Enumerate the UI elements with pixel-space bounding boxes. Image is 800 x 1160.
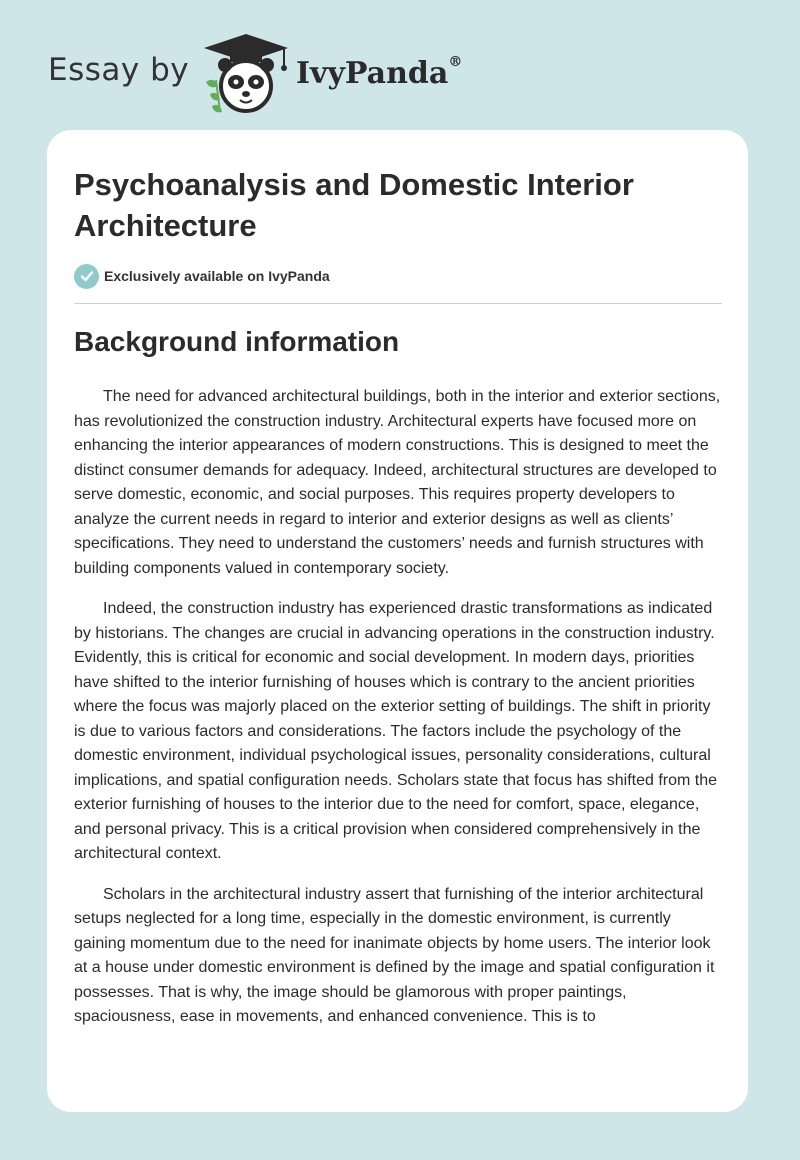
paragraph: Indeed, the construction industry has experienced drastic transformations as indicated by historians. The changes are crucial in advancing operations in the construction industry. Evidently, this is critical for economic and social development. In modern days, priorities have shifted to the interior furnishing of houses which is contrary to the ancient priorities where the focus was majorly placed on the exterior setting of buildings. The shift in priority is due to various factors and considerations. The factors include the psychology of the domestic environment, individual psychological issues, personality considerations, cultural implications, and spatial configuration needs. Scholars state that focus has shifted from the exterior furnishing of houses to the interior due to the need for comfort, space, elegance, and personal privacy. This is a critical provision when considered comprehensively in the architectural context. <box>74 600 718 862</box>
divider <box>74 303 722 304</box>
registered-mark: ® <box>448 54 463 70</box>
brand-name[interactable] <box>296 56 462 91</box>
essay-card <box>47 130 748 1112</box>
essay-by-label: Essay by <box>48 52 190 88</box>
paragraph: The need for advanced architectural buildings, both in the interior and exterior sections, has revolutionized the construction industry. Architectural experts have focused more on enhancing the interior appearances of modern constructions. This is designed to meet the distinct consumer demands for adequacy. Indeed, architectural structures are developed to serve domestic, economic, and social purposes. This requires property developers to analyze the current needs in regard to interior and exterior designs as well as clients’ specifications. They need to understand the customers’ needs and furnish structures with building components valued in contemporary society. <box>74 388 721 577</box>
exclusive-label: Exclusively available on IvyPanda <box>104 268 330 284</box>
site-header <box>48 28 748 118</box>
paragraph: Scholars in the architectural industry assert that furnishing of the interior architectural setups neglected for a long time, especially in the domestic environment, is currently gaining momentum due to the need for inanimate objects by home users. The interior look at a house under domestic environment is defined by the image and spatial configuration it possesses. That is why, the image should be glamorous with proper paintings, spaciousness, ease in movements, and enhanced convenience. This is to <box>74 885 715 1025</box>
page-title: Psychoanalysis and Domestic Interior Architecture <box>74 167 634 243</box>
check-icon <box>74 264 99 289</box>
panda-logo-icon[interactable] <box>200 32 292 114</box>
exclusive-badge <box>74 263 330 289</box>
section-heading: Background information <box>74 326 400 357</box>
brand-text: IvyPanda <box>296 56 449 91</box>
essay-body <box>74 385 726 1046</box>
